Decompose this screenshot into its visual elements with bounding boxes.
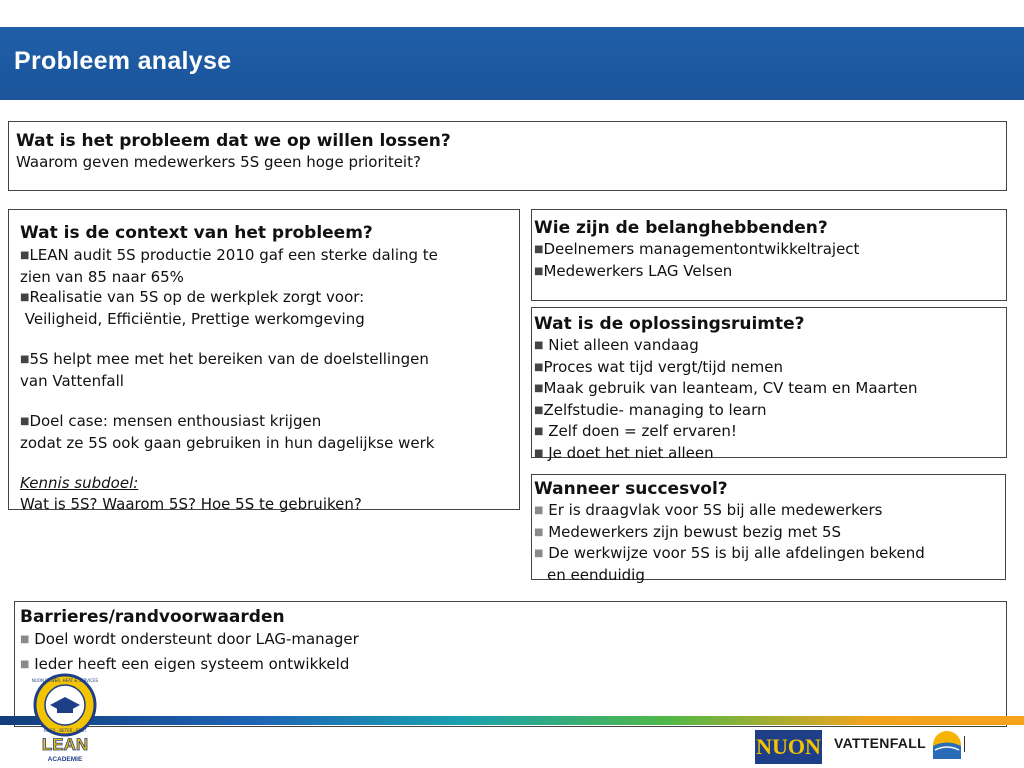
list-item: ■Medewerkers LAG Velsen bbox=[534, 261, 733, 280]
context-line: ■LEAN audit 5S productie 2010 gaf een sterke daling te bbox=[20, 246, 438, 264]
vattenfall-logo-text: VATTENFALL bbox=[834, 735, 926, 751]
context-line: zien van 85 naar 65% bbox=[20, 267, 184, 286]
list-item: ■ Ieder heeft een eigen systeem ontwikkeld bbox=[20, 655, 350, 673]
lean-logo-ring-text: NUON POWER, HEAT & SERVICES bbox=[31, 678, 99, 683]
list-item: ■Zelfstudie- managing to learn bbox=[534, 400, 767, 419]
slide-header bbox=[0, 27, 1024, 100]
list-item: ■ Medewerkers zijn bewust bezig met 5S bbox=[534, 522, 842, 541]
nuon-logo: NUON bbox=[755, 730, 822, 764]
context-line: zodat ze 5S ook gaan gebruiken in hun dagelijkse werk bbox=[20, 433, 435, 452]
success-heading: Wanneer succesvol? bbox=[534, 479, 728, 499]
lean-logo-text: LEAN bbox=[41, 735, 89, 754]
solution-heading: Wat is de oplossingsruimte? bbox=[534, 314, 805, 334]
context-line: ■Realisatie van 5S op de werkplek zorgt voor: bbox=[20, 288, 365, 306]
list-item: ■Deelnemers managementontwikkeltraject bbox=[534, 240, 860, 258]
solution-box bbox=[531, 307, 1007, 462]
vattenfall-mark-icon bbox=[931, 729, 963, 761]
list-item: ■ Zelf doen = zelf ervaren! bbox=[534, 422, 737, 440]
problem-text: Waarom geven medewerkers 5S geen hoge prioriteit? bbox=[16, 153, 421, 171]
context-line: Veiligheid, Efficiëntie, Prettige werkomgeving bbox=[20, 309, 365, 328]
context-line: ■Doel case: mensen enthousiast krijgen bbox=[20, 412, 322, 430]
list-item: ■Proces wat tijd vergt/tijd nemen bbox=[534, 357, 783, 376]
list-item: ■ Niet alleen vandaag bbox=[534, 336, 699, 354]
list-item: ■ Er is draagvlak voor 5S bij alle medewerkers bbox=[534, 501, 883, 519]
problem-heading: Wat is het probleem dat we op willen lossen? bbox=[16, 131, 451, 151]
barriers-box bbox=[14, 601, 1007, 727]
context-heading: Wat is de context van het probleem? bbox=[20, 223, 373, 243]
list-item: ■Maak gebruik van leanteam, CV team en Maarten bbox=[534, 379, 918, 397]
barriers-heading: Barrieres/randvoorwaarden bbox=[20, 607, 285, 627]
list-item: ■ Doel wordt ondersteunt door LAG-manager bbox=[20, 630, 359, 648]
problem-box bbox=[8, 121, 1007, 191]
lean-academie-logo bbox=[30, 672, 100, 764]
list-item: ■ Je doet het niet alleen bbox=[534, 443, 714, 462]
stakeholders-heading: Wie zijn de belanghebbenden? bbox=[534, 218, 828, 238]
lean-logo-ring-bottom: GOED · BETER · BEST bbox=[43, 728, 87, 733]
context-line: Wat is 5S? Waarom 5S? Hoe 5S te gebruiken? bbox=[20, 494, 362, 513]
context-line: van Vattenfall bbox=[20, 371, 124, 390]
list-item: ■ De werkwijze voor 5S is bij alle afdelingen bekend bbox=[534, 544, 925, 562]
context-line: ■5S helpt mee met het bereiken van de doelstellingen bbox=[20, 350, 429, 368]
context-box bbox=[8, 209, 520, 513]
footer-divider bbox=[964, 736, 965, 752]
context-subgoal-label: Kennis subdoel: bbox=[20, 474, 139, 492]
stakeholders-box bbox=[531, 209, 1007, 301]
page-title: Probleem analyse bbox=[14, 47, 232, 75]
list-item: en eenduidig bbox=[547, 565, 645, 584]
success-box bbox=[531, 474, 1006, 584]
lean-logo-subtext: ACADEMIE bbox=[47, 756, 83, 763]
footer-color-bar bbox=[0, 716, 1024, 725]
